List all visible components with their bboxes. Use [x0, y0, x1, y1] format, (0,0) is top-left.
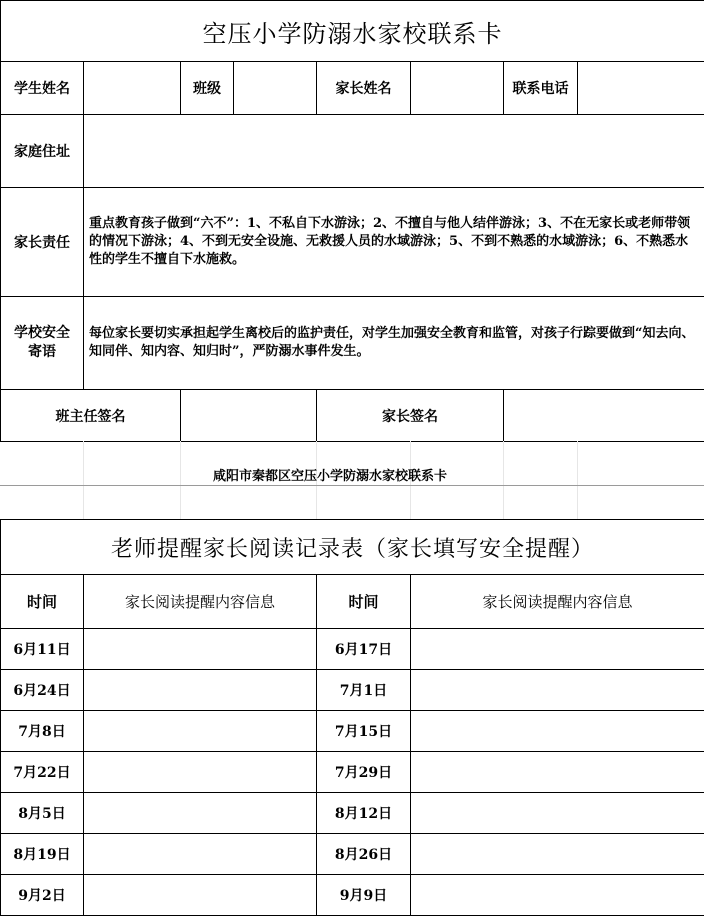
date-cell: 7月8日 [1, 711, 84, 752]
date-cell: 8月12日 [317, 793, 411, 834]
date-cell: 9月9日 [317, 875, 411, 916]
date-cell: 7月29日 [317, 752, 411, 793]
col-time-left: 时间 [1, 575, 84, 629]
date-cell: 6月24日 [1, 670, 84, 711]
table-row [1, 670, 704, 711]
teacher-sign-label: 班主任签名 [1, 390, 181, 442]
phone-label: 联系电话 [504, 62, 578, 115]
col-time-right: 时间 [317, 575, 411, 629]
date-cell: 8月26日 [317, 834, 411, 875]
table-row [1, 834, 704, 875]
parent-name-field[interactable] [411, 62, 504, 115]
info-cell[interactable] [411, 711, 704, 752]
date-cell: 8月5日 [1, 793, 84, 834]
card-title: 空压小学防溺水家校联系卡 [1, 1, 704, 62]
date-cell: 7月15日 [317, 711, 411, 752]
phone-field[interactable] [578, 62, 704, 115]
info-cell[interactable] [411, 793, 704, 834]
parent-sign-label: 家长签名 [317, 390, 504, 442]
date-cell: 7月22日 [1, 752, 84, 793]
class-field[interactable] [234, 62, 317, 115]
teacher-sign-field[interactable] [181, 390, 317, 442]
info-cell[interactable] [84, 711, 317, 752]
school-message-text: 每位家长要切实承担起学生离校后的监护责任，对学生加强安全教育和监管，对孩子行踪要做到“知去向、知同伴、知内容、知归时”，严防溺水事件发生。 [84, 297, 704, 390]
table-row [1, 793, 704, 834]
school-message-label: 学校安全寄语 [1, 297, 84, 390]
address-label: 家庭住址 [1, 115, 84, 188]
parent-duty-text: 重点教育孩子做到“六不”：1、不私自下水游泳；2、不擅自与他人结伴游泳；3、不在无家长或老师带领的情况下游泳；4、不到无安全设施、无救援人员的水域游泳；5、不到不熟悉的水域游泳；6、不熟悉水性的学生不擅自下水施救。 [84, 188, 704, 297]
separator-line [0, 485, 704, 486]
info-cell[interactable] [84, 875, 317, 916]
info-cell[interactable] [84, 670, 317, 711]
info-cell[interactable] [84, 629, 317, 670]
address-field[interactable] [84, 115, 704, 188]
info-cell[interactable] [411, 875, 704, 916]
info-cell[interactable] [411, 834, 704, 875]
info-cell[interactable] [84, 752, 317, 793]
reading-record-table [0, 519, 704, 916]
date-cell: 6月11日 [1, 629, 84, 670]
student-name-label: 学生姓名 [1, 62, 84, 115]
table-row [1, 711, 704, 752]
class-label: 班级 [181, 62, 234, 115]
info-cell[interactable] [411, 752, 704, 793]
info-cell[interactable] [84, 793, 317, 834]
student-name-field[interactable] [84, 62, 181, 115]
table-row [1, 629, 704, 670]
footer-caption: 咸阳市秦都区空压小学防溺水家校联系卡 [0, 465, 660, 484]
date-cell: 9月2日 [1, 875, 84, 916]
date-cell: 7月1日 [317, 670, 411, 711]
parent-name-label: 家长姓名 [317, 62, 411, 115]
table-row [1, 875, 704, 916]
parent-sign-field[interactable] [504, 390, 704, 442]
date-cell: 8月19日 [1, 834, 84, 875]
contact-card-table [0, 0, 704, 442]
info-cell[interactable] [84, 834, 317, 875]
table-row [1, 752, 704, 793]
date-cell: 6月17日 [317, 629, 411, 670]
info-cell[interactable] [411, 670, 704, 711]
col-info-left: 家长阅读提醒内容信息 [84, 575, 317, 629]
info-cell[interactable] [411, 629, 704, 670]
col-info-right: 家长阅读提醒内容信息 [411, 575, 704, 629]
parent-duty-label: 家长责任 [1, 188, 84, 297]
record-title: 老师提醒家长阅读记录表（家长填写安全提醒） [1, 520, 704, 575]
